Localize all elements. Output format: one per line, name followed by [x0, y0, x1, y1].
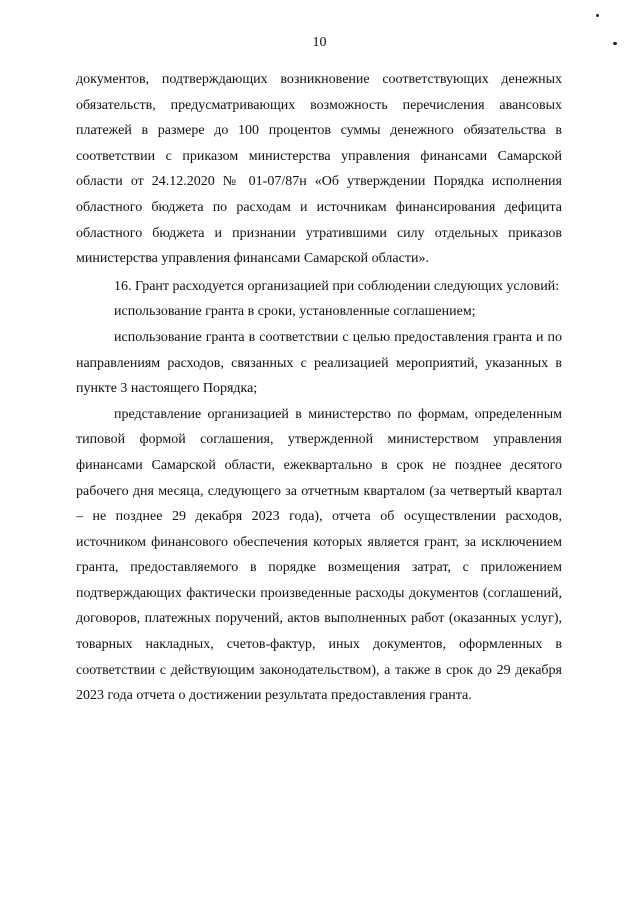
paragraph-condition-3: представление организацией в министерство по формам, определенным типовой формой соглашения, утвержденной министерством управления финансами Самарской области, ежеквартально в срок не позднее десятого рабочего дня месяца, следующего за отчетным кварталом (за четвертый квартал – не позднее 29 декабря 2023 года), отчета об осуществлении расходов, источником финансового обеспечения которых является грант, за исключением гранта, предоставляемого в порядке возмещения затрат, с приложением подтверждающих фактически произведенные расходы документов (соглашений, договоров, платежных поручений, актов выполненных работ (оказанных услуг), товарных накладных, счетов-фактур, иных документов, оформленных в соответствии с действующим законодательством), а также в срок до 29 декабря 2023 года отчета о достижении результата предоставления гранта.	[76, 406, 562, 704]
page-number: 10	[312, 35, 327, 50]
scan-speck	[596, 14, 599, 17]
scan-speck	[613, 42, 617, 45]
document-body	[76, 67, 562, 709]
paragraph-item-16: 16. Грант расходуется организацией при соблюдении следующих условий:	[114, 278, 560, 294]
paragraph-condition-2: использование гранта в соответствии с целью предоставления гранта и по направлениям расходов, связанных с реализацией мероприятий, указанных в пункте 3 настоящего Порядка;	[76, 329, 562, 397]
paragraph-condition-1: использование гранта в сроки, установленные соглашением;	[114, 304, 476, 320]
paragraph-continuation: документов, подтверждающих возникновение соответствующих денежных обязательств, предусматривающих возможность перечисления авансовых платежей в размере до 100 процентов суммы денежного обязательства в соответствии с приказом министерства управления финансами Самарской области от 24.12.2020 № 01-07/87н «Об утверждении Порядка исполнения областного бюджета по расходам и источникам финансирования дефицита областного бюджета и признании утратившими силу отдельных приказов министерства управления финансами Самарской области».	[76, 72, 562, 267]
